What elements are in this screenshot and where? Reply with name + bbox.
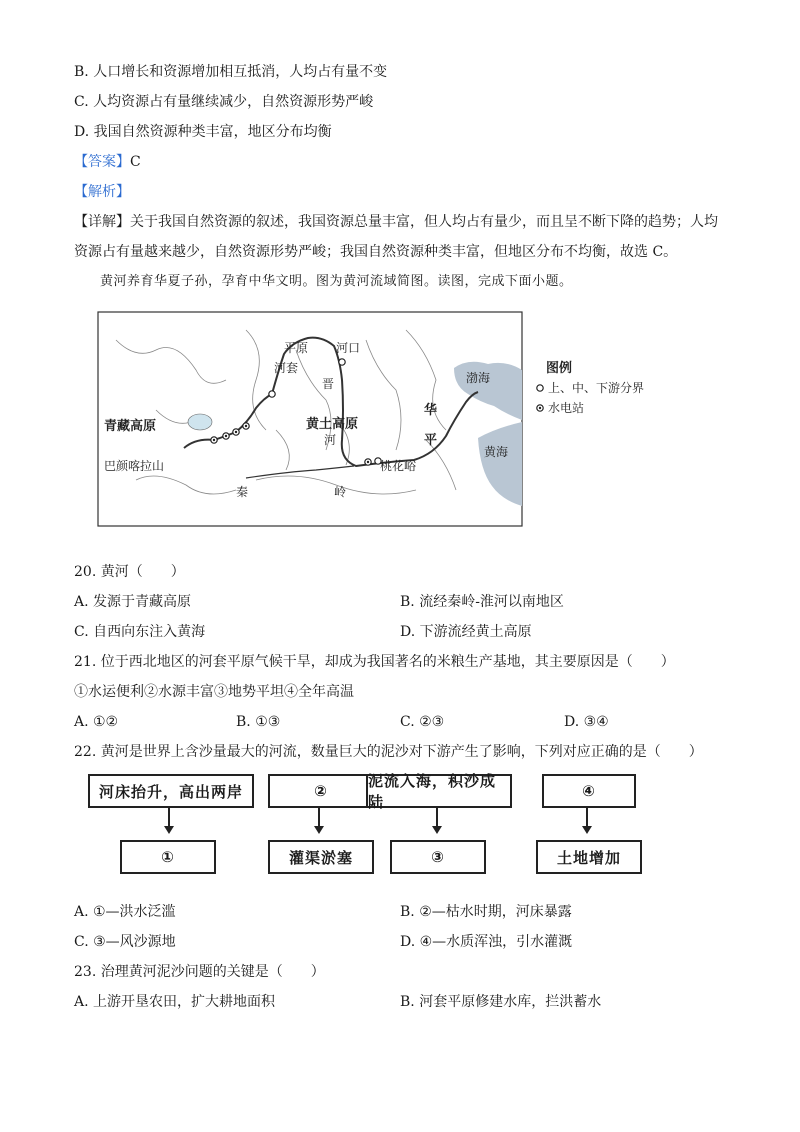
- flow-top-3: 泥流入海，积沙成陆: [366, 774, 512, 808]
- flow-bottom-1: ①: [120, 840, 216, 874]
- q22-flow-diagram: [88, 772, 648, 880]
- label-huabei-1: 华: [424, 403, 438, 418]
- label-huangtu: 黄土高原: [306, 417, 359, 432]
- flow-bottom-2: 灌渠淤塞: [268, 840, 374, 874]
- label-bayan: 巴颜喀拉山: [104, 459, 165, 473]
- legend-station: 水电站: [548, 401, 585, 415]
- q22-option-a[interactable]: A. ①—洪水泛滥: [74, 904, 176, 920]
- answer-label: 【答案】: [74, 154, 130, 170]
- label-hekou: 河口: [336, 341, 361, 355]
- label-hetao: 河套: [274, 361, 299, 375]
- label-taohuayu: 桃花峪: [380, 459, 417, 473]
- q22-option-b[interactable]: B. ②—枯水时期，河床暴露: [400, 904, 572, 920]
- label-jin: 晋: [322, 377, 335, 391]
- yellow-river-map: [96, 310, 656, 530]
- label-huanghai: 黄海: [484, 445, 509, 459]
- q20-option-a[interactable]: A. 发源于青藏高原: [74, 594, 192, 610]
- flow-arrow-2: [318, 808, 320, 832]
- passage-intro: 黄河养育华夏子孙，孕育中华文明。图为黄河流域简图。读图，完成下面小题。: [100, 274, 573, 289]
- q22-stem: 22. 黄河是世界上含沙量最大的河流，数量巨大的泥沙对下游产生了影响，下列对应正确的是（ ）: [74, 744, 703, 760]
- prev-option-c: C. 人均资源占有量继续减少，自然资源形势严峻: [74, 94, 374, 110]
- upper-middle-boundary-point: [269, 391, 275, 397]
- flow-bottom-4: 土地增加: [536, 840, 642, 874]
- q23-stem: 23. 治理黄河泥沙问题的关键是（ ）: [74, 964, 325, 980]
- q22-option-c[interactable]: C. ③—风沙源地: [74, 934, 176, 950]
- analysis-label: 【解析】: [74, 184, 130, 200]
- q20-option-c[interactable]: C. 自西向东注入黄海: [74, 624, 206, 640]
- flow-arrow-3: [436, 808, 438, 832]
- q21-option-a[interactable]: A. ①②: [74, 714, 119, 730]
- flow-arrow-1: [168, 808, 170, 832]
- flow-bottom-3: ③: [390, 840, 486, 874]
- q20-option-b[interactable]: B. 流经秦岭-淮河以南地区: [400, 594, 564, 610]
- detail-line-2: 资源占有量越来越少，自然资源形势严峻；我国自然资源种类丰富，但地区分布不均衡，故选 C。: [74, 244, 678, 260]
- answer-value: C: [130, 154, 141, 170]
- prev-option-b: B. 人口增长和资源增加相互抵消，人均占有量不变: [74, 64, 388, 80]
- q21-option-d[interactable]: D. ③④: [564, 714, 609, 730]
- q22-option-d[interactable]: D. ④—水质浑浊，引水灌溉: [400, 934, 573, 950]
- legend-boundary: 上、中、下游分界: [548, 381, 645, 395]
- flow-top-2: ②: [268, 774, 374, 808]
- q21-stem: 21. 位于西北地区的河套平原气候干旱，却成为我国著名的米粮生产基地，其主要原因是（ ）: [74, 654, 675, 670]
- label-he: 河: [324, 433, 337, 447]
- q23-option-b[interactable]: B. 河套平原修建水库，拦洪蓄水: [400, 994, 602, 1010]
- detail-text-1: 关于我国自然资源的叙述，我国资源总量丰富，但人均占有量少，而且呈不断下降的趋势；人均: [130, 214, 718, 230]
- lake: [188, 414, 212, 430]
- q20-stem: 20. 黄河（ ）: [74, 564, 185, 580]
- q23-option-a[interactable]: A. 上游开垦农田，扩大耕地面积: [74, 994, 276, 1010]
- flow-top-4: ④: [542, 774, 636, 808]
- answer-line: [74, 152, 141, 172]
- legend-title: 图例: [546, 361, 573, 376]
- flow-top-1: 河床抬升，高出两岸: [88, 774, 254, 808]
- label-qingzang: 青藏高原: [104, 419, 157, 434]
- label-ling: 岭: [334, 485, 347, 499]
- q21-option-b[interactable]: B. ①③: [236, 714, 281, 730]
- q21-option-c[interactable]: C. ②③: [400, 714, 445, 730]
- q20-option-d[interactable]: D. 下游流经黄土高原: [400, 624, 532, 640]
- flow-arrow-4: [586, 808, 588, 832]
- hekou-boundary-point: [339, 359, 345, 365]
- detail-label: 【详解】: [74, 214, 130, 230]
- q21-items: ①水运便利②水源丰富③地势平坦④全年高温: [74, 684, 354, 700]
- label-bohai: 渤海: [466, 371, 491, 385]
- label-pingyuan: 平原: [284, 341, 309, 355]
- legend-boundary-symbol: [537, 385, 543, 391]
- prev-option-d: D. 我国自然资源种类丰富，地区分布均衡: [74, 124, 332, 140]
- label-huabei-2: 平: [424, 433, 438, 448]
- detail-line-1: [74, 212, 718, 232]
- label-qin: 秦: [236, 485, 249, 499]
